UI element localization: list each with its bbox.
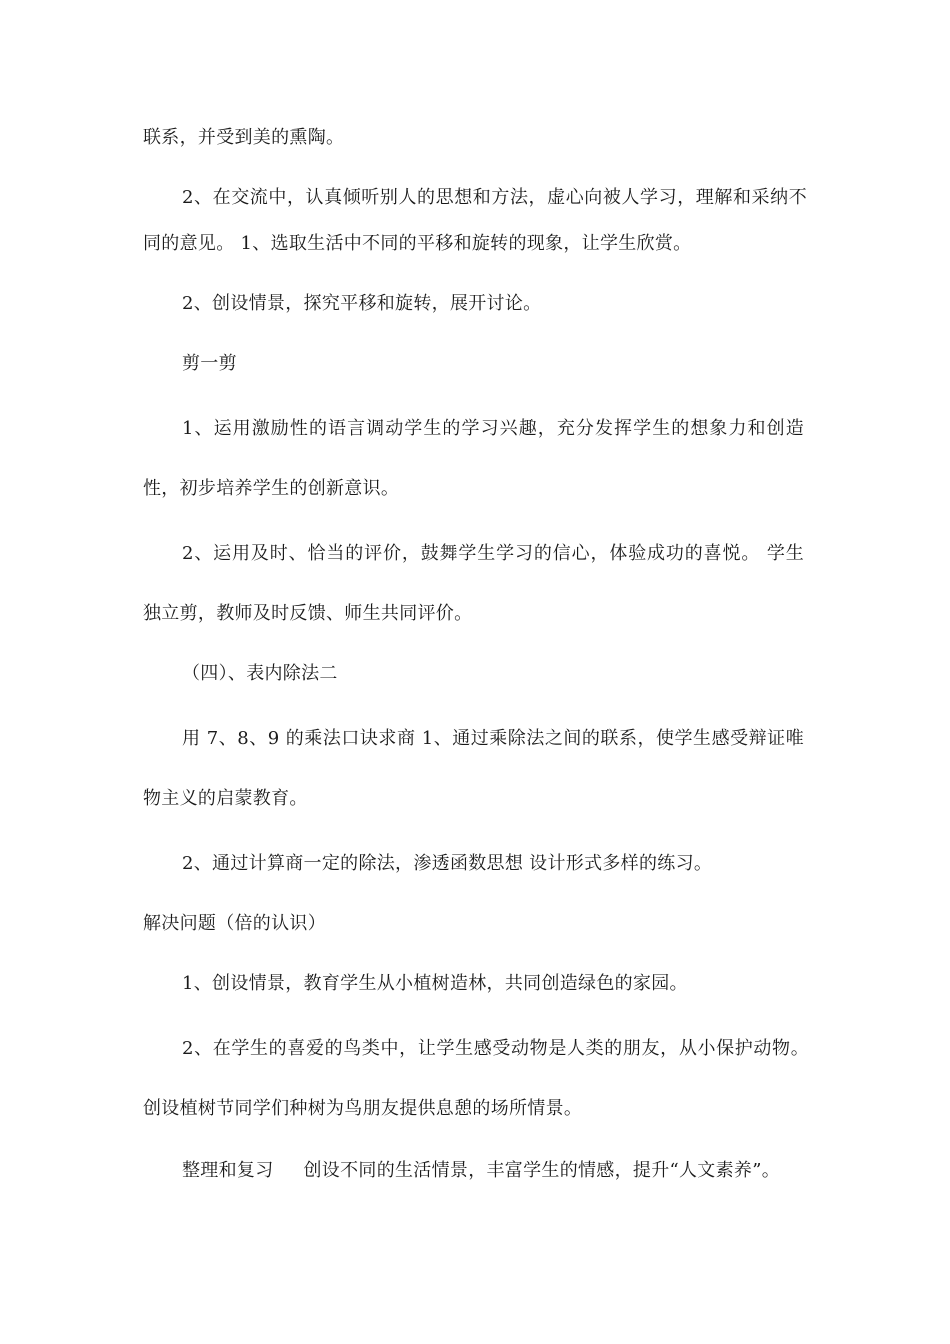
paragraph-line: 独立剪，教师及时反馈、师生共同评价。 <box>143 603 473 624</box>
section-heading: 解决问题（倍的认识） <box>143 913 326 934</box>
paragraph-line: 性，初步培养学生的创新意识。 <box>143 478 400 499</box>
paragraph-line: 创设植树节同学们种树为鸟朋友提供息憩的场所情景。 <box>143 1098 583 1119</box>
paragraph-line: 物主义的启蒙教育。 <box>143 788 308 809</box>
paragraph-text: 创设不同的生活情景，丰富学生的情感，提升“人文素养”。 <box>303 1160 781 1181</box>
paragraph-line <box>182 1160 812 1182</box>
paragraph-line: 同的意见。 1、选取生活中不同的平移和旋转的现象，让学生欣赏。 <box>143 233 692 254</box>
section-heading: 剪一剪 <box>182 353 237 374</box>
section-heading: 整理和复习 <box>182 1160 274 1181</box>
paragraph-line: 2、运用及时、恰当的评价，鼓舞学生学习的信心，体验成功的喜悦。 学生 <box>182 543 804 564</box>
paragraph-line: 2、通过计算商一定的除法，渗透函数思想 设计形式多样的练习。 <box>182 853 713 874</box>
section-heading: （四）、表内除法二 <box>182 663 338 684</box>
paragraph-line: 1、运用激励性的语言调动学生的学习兴趣，充分发挥学生的想象力和创造 <box>182 418 804 439</box>
paragraph-line: 联系，并受到美的熏陶。 <box>143 127 345 148</box>
paragraph-line: 2、创设情景，探究平移和旋转，展开讨论。 <box>182 293 542 314</box>
paragraph-line: 1、创设情景，教育学生从小植树造林，共同创造绿色的家园。 <box>182 973 688 994</box>
paragraph-line: 用 7、8、9 的乘法口诀求商 1、通过乘除法之间的联系，使学生感受辩证唯 <box>182 728 804 749</box>
paragraph-line: 2、在交流中，认真倾听别人的思想和方法，虚心向被人学习，理解和采纳不 <box>182 187 807 208</box>
paragraph-line: 2、在学生的喜爱的鸟类中，让学生感受动物是人类的朋友，从小保护动物。 <box>182 1038 809 1059</box>
